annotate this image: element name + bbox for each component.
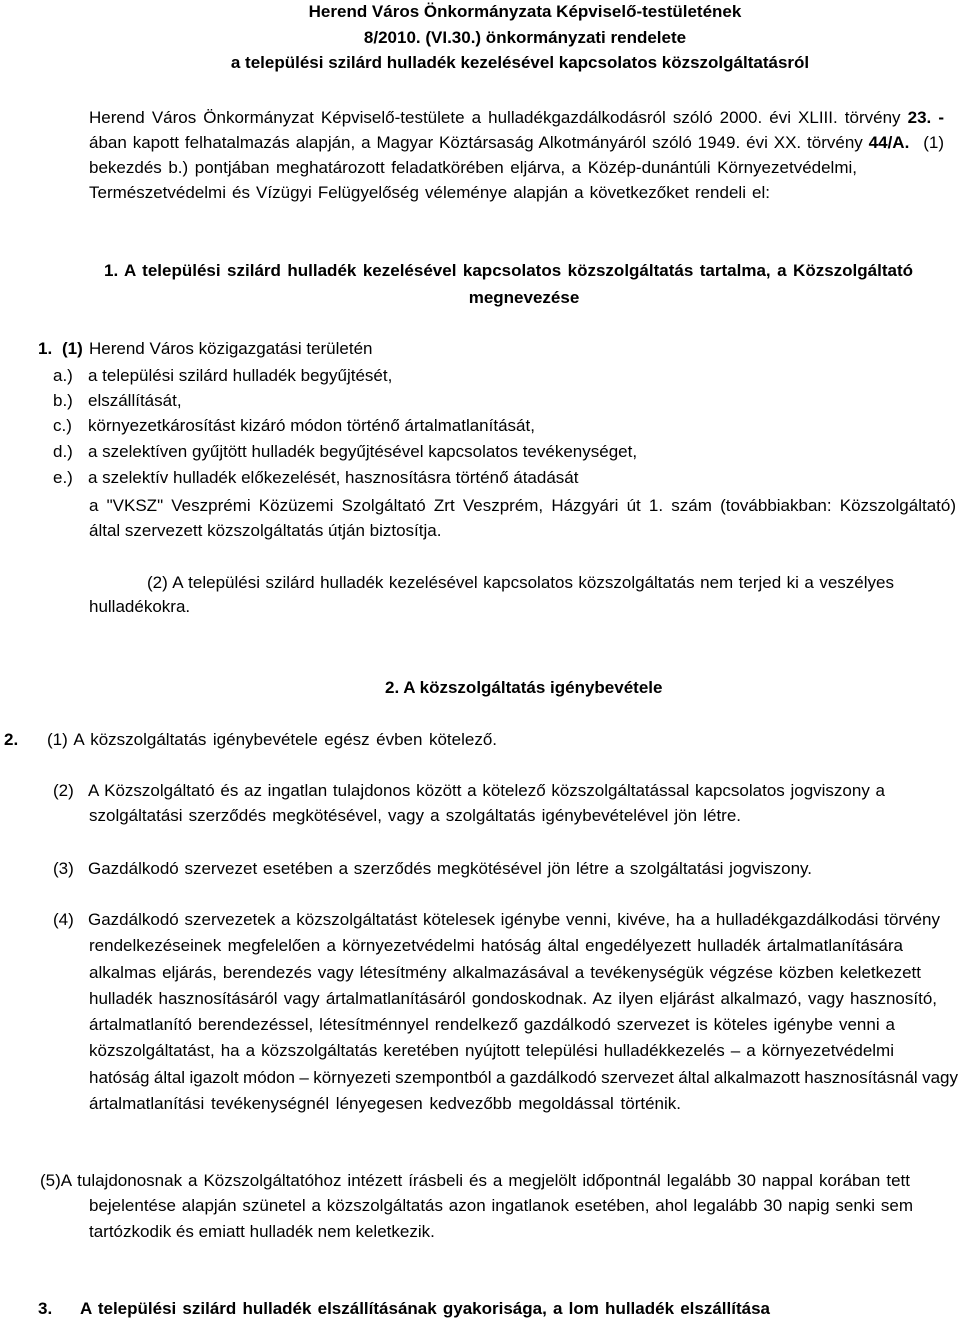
section-2-par-4-line-6	[89, 1041, 894, 1061]
section-2-par-4-line-7	[89, 1068, 958, 1088]
section-1-heading-text: 1. A települési szilárd hulladék kezelésével kapcsolatos közszolgáltatás tartalma, a Közszolgáltató	[104, 261, 913, 280]
section-2-par-2-line-1	[88, 781, 885, 801]
paragraph-text: hatóság által igazolt módon – környezeti szempontból a gazdálkodó szervezet által alkalmazott hasznosításnál vagy	[89, 1068, 958, 1087]
list-item-text: a szelektíven gyűjtött hulladék begyűjtésével kapcsolatos tevékenységet,	[88, 442, 638, 461]
subparagraph-number: (1)	[62, 339, 83, 358]
section-2-par-4-line-2	[89, 936, 903, 956]
section-2-par-4-line-1	[88, 910, 940, 930]
preamble-line-3-text: bekezdés b.) pontjában meghatározott feladatkörében eljárva, a Közép-dunántúli Környezetvédelmi,	[89, 158, 857, 177]
paragraph-text: A Közszolgáltató és az ingatlan tulajdonos között a kötelező közszolgáltatással kapcsolatos jogviszony a	[88, 781, 885, 800]
section-2-par-4-line-3	[89, 963, 921, 983]
list-item-label: e.)	[53, 468, 73, 487]
paragraph-text: rendelkezéseinek megfelelően a környezetvédelmi hatóság által engedélyezett hulladék ártalmatlanítására	[89, 936, 903, 955]
section-reference: 23. -	[907, 108, 944, 127]
paragraph-text: alkalmas eljárás, berendezés vagy létesítmény alkalmazásával a tevékenységük végzése közben keletkezett	[89, 963, 921, 982]
subparagraph-number: (4)	[53, 910, 74, 929]
paragraph-text: hulladék hasznosításáról vagy ártalmatlanításáról gondoskodnak. Az ilyen eljárást alkalmazó, vagy hasznosító,	[89, 989, 937, 1008]
preamble-text: Herend Város Önkormányzat Képviselő-testülete a hulladékgazdálkodásról szóló 2000. évi XLIII. törvény	[89, 108, 901, 127]
paragraph-text: ártalmatlanító berendezéssel, létesítménnyel rendelkező gazdálkodó szervezet is köteles igénybe venni a	[89, 1015, 895, 1034]
provider-line-1	[89, 496, 956, 516]
list-item-label: a.)	[53, 366, 73, 385]
section-3-heading-text: A települési szilárd hulladék elszállításának gyakorisága, a lom hulladék elszállítása	[80, 1299, 770, 1318]
section-2-par-3-line-1	[88, 859, 812, 879]
section-2-par-4-line-5	[89, 1015, 895, 1035]
title-line-3: a települési szilárd hulladék kezelésével kapcsolatos közszolgáltatásról	[230, 53, 810, 72]
preamble-line-3	[89, 158, 857, 178]
section-1-par-2-line-1	[147, 573, 894, 593]
paragraph-number: 1.	[38, 339, 53, 358]
paragraph-number: 2.	[4, 730, 19, 749]
list-item-text: a települési szilárd hulladék begyűjtését,	[88, 366, 393, 385]
paragraph-text: Herend Város közigazgatási területén	[89, 339, 373, 358]
subparagraph-number: (3)	[53, 859, 74, 878]
paragraph-reference: (1)	[923, 133, 944, 152]
preamble-line-2	[89, 133, 944, 153]
list-item-label: c.)	[53, 416, 72, 435]
paragraph-text: Gazdálkodó szervezet esetében a szerződés megkötésével jön létre a szolgáltatási jogviszony.	[88, 859, 812, 878]
preamble-line-4-text: Természetvédelmi és Vízügyi Felügyelőség véleménye alapján a következőket rendeli el:	[89, 183, 770, 202]
section-2-par-4-line-4	[89, 989, 937, 1009]
title-line-1: Herend Város Önkormányzata Képviselő-testületének	[308, 2, 742, 21]
preamble-line-1	[89, 108, 944, 128]
section-reference: 44/A.	[868, 133, 910, 152]
paragraph-text: szolgáltatási szerződés megkötésével, vagy a szolgáltatás igénybevételével jön létre.	[89, 806, 741, 825]
paragraph-text: (2) A települési szilárd hulladék kezelésével kapcsolatos közszolgáltatás nem terjed ki a veszélyes	[147, 573, 894, 592]
section-2-par-2-line-2	[89, 806, 741, 826]
paragraph-text: közszolgáltatást, ha a közszolgáltatás keretében nyújtott települési hulladékkezelés – a környezetvédelmi	[89, 1041, 894, 1060]
paragraph-text: (5)A tulajdonosnak a Közszolgáltatóhoz intézett írásbeli és a megjelölt időpontnál legalább 30 nappal korában tett	[40, 1171, 910, 1190]
section-3-heading	[80, 1299, 770, 1319]
list-item-text: elszállítását,	[88, 391, 182, 410]
section-2-heading: 2. A közszolgáltatás igénybevétele	[385, 678, 663, 697]
section-3-number: 3.	[38, 1299, 53, 1318]
list-item-label: b.)	[53, 391, 73, 410]
paragraph-text: bejelentése alapján szünetel a közszolgáltatás azon ingatlanok esetében, ahol legalább 30 napig senki sem	[89, 1196, 913, 1215]
section-2-par-5-line-2	[89, 1196, 913, 1216]
paragraph-text: (1) A közszolgáltatás igénybevétele egész évben kötelező.	[47, 730, 497, 749]
section-1-heading-line-1	[104, 261, 913, 281]
subparagraph-number: (2)	[53, 781, 74, 800]
list-item-text: környezetkárosítást kizáró módon történő ártalmatlanítását,	[88, 416, 535, 435]
list-item-label: d.)	[53, 442, 73, 461]
provider-text: a "VKSZ" Veszprémi Közüzemi Szolgáltató Zrt Veszprém, Házgyári út 1. szám (továbbiakban: Közszolgáltató)	[89, 496, 956, 515]
paragraph-text: ártalmatlanítási tevékenységnél lényegesen kedvezőbb megoldással történik.	[89, 1094, 681, 1113]
preamble-line-4	[89, 183, 770, 203]
preamble-text: ában kapott felhatalmazás alapján, a Magyar Köztársaság Alkotmányáról szóló 1949. évi XX. törvény	[89, 133, 863, 152]
paragraph-text: Gazdálkodó szervezetek a közszolgáltatást kötelesek igénybe venni, kivéve, ha a hulladékgazdálkodási törvény	[88, 910, 940, 929]
preamble-line-1-text	[89, 108, 944, 127]
section-2-par-5-line-1	[40, 1171, 910, 1191]
section-2-par-5-line-3: tartózkodik és emiatt hulladék nem keletkezik.	[89, 1222, 435, 1241]
section-1-heading-line-2: megnevezése	[468, 288, 580, 307]
section-2-par-4-line-8	[89, 1094, 681, 1114]
list-item-text: a szelektív hulladék előkezelését, hasznosításra történő átadását	[88, 468, 579, 487]
provider-line-2: által szervezett közszolgáltatás útján biztosítja.	[89, 521, 442, 540]
title-line-2: 8/2010. (VI.30.) önkormányzati rendelete	[363, 28, 687, 47]
section-1-par-2-line-2: hulladékokra.	[89, 597, 191, 616]
preamble-line-2-text	[89, 133, 944, 152]
section-2-par-1	[47, 730, 497, 750]
